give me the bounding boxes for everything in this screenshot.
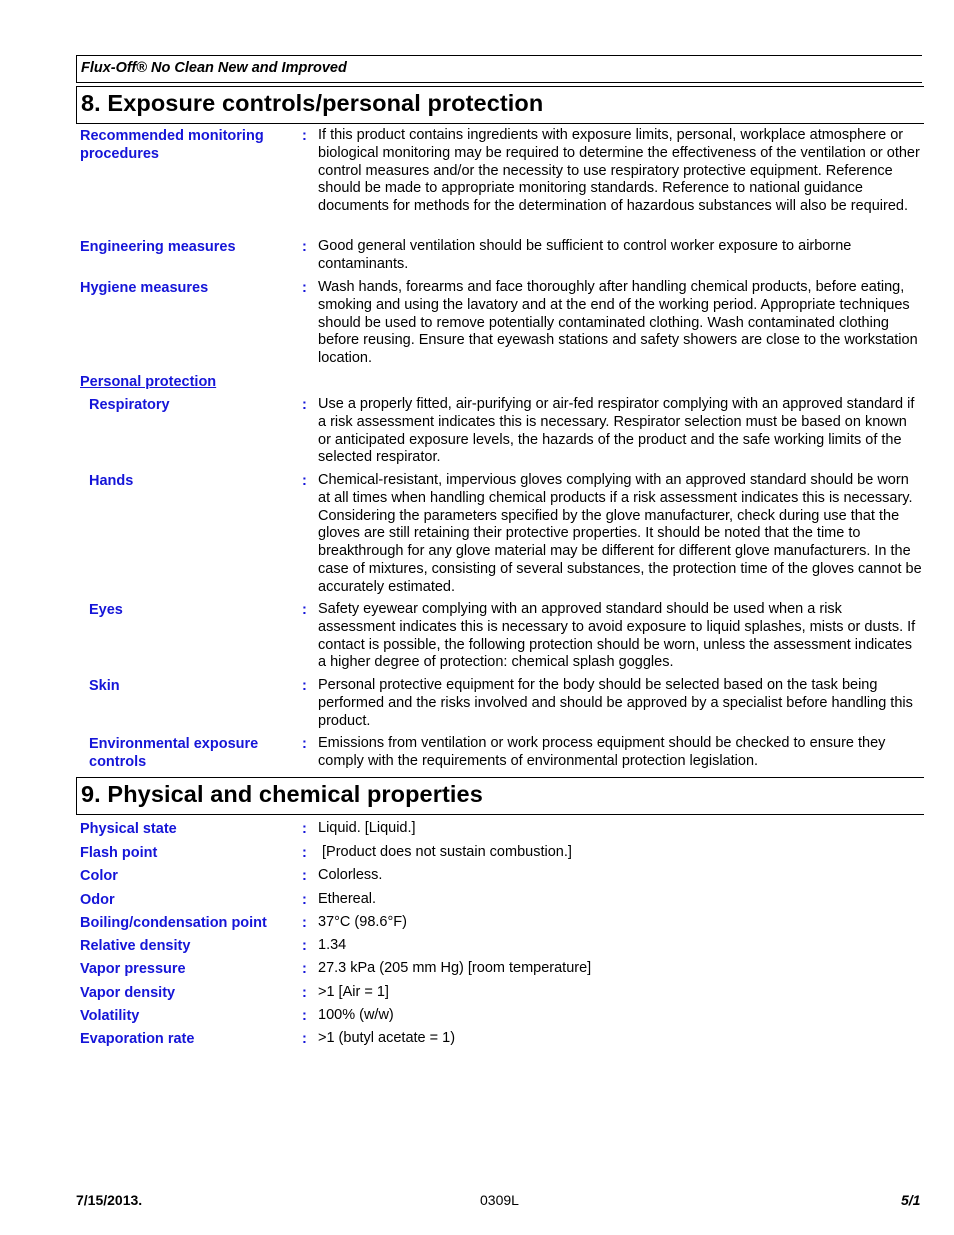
product-name: Flux-Off® No Clean New and Improved (81, 60, 347, 76)
skin-label: Skin (89, 678, 120, 694)
recommended-monitoring-label: Recommended monitoring procedures (80, 128, 264, 162)
colon: : (302, 473, 307, 489)
colon: : (302, 985, 307, 1001)
property-label: Flash point (80, 845, 158, 861)
hands-label: Hands (89, 473, 134, 489)
section-9-heading (76, 777, 924, 815)
respiratory-value: Use a properly fitted, air-purifying or air-fed respirator complying with an approved standard if a risk assessment indicates this is necessary. Respirator selection must be based on known or anticipated exposure levels, the hazards of the product and the safe working limits of the selected respirator. (318, 396, 915, 466)
property-label: Volatility (80, 1008, 140, 1024)
hygiene-measures-value: Wash hands, forearms and face thoroughly after handling chemical products, before eating, smoking and using the lavatory and at the end of the working period. Appropriate techniques should be used to remove potentially contaminated clothing. Wash contaminated clothing before reusing. Ensure that eyewash stations and safety showers are close to the workstation location. (318, 279, 918, 367)
property-value: 1.34 (318, 937, 347, 953)
colon: : (302, 280, 307, 296)
property-label: Vapor density (80, 985, 176, 1001)
property-label: Physical state (80, 821, 177, 837)
property-label: Evaporation rate (80, 1031, 195, 1047)
property-value: >1 (butyl acetate = 1) (318, 1030, 456, 1046)
colon: : (302, 1008, 307, 1024)
colon: : (302, 938, 307, 954)
colon: : (302, 845, 307, 861)
colon: : (302, 736, 307, 752)
property-value: 100% (w/w) (318, 1007, 394, 1023)
engineering-measures-value: Good general ventilation should be sufficient to control worker exposure to airborne contaminants. (318, 238, 852, 272)
property-label: Odor (80, 892, 115, 908)
property-value: >1 [Air = 1] (318, 984, 389, 1000)
respiratory-label: Respiratory (89, 397, 170, 413)
property-value: [Product does not sustain combustion.] (318, 844, 572, 860)
footer-code: 0309L (480, 1192, 519, 1208)
colon: : (302, 397, 307, 413)
colon: : (302, 239, 307, 255)
colon: : (302, 821, 307, 837)
colon: : (302, 602, 307, 618)
property-value: 27.3 kPa (205 mm Hg) [room temperature] (318, 960, 592, 976)
section-8-title: 8. Exposure controls/personal protection (81, 90, 544, 116)
page-header (76, 55, 922, 83)
colon: : (302, 961, 307, 977)
engineering-measures-label: Engineering measures (80, 239, 236, 255)
colon: : (302, 892, 307, 908)
personal-protection-link[interactable]: Personal protection (80, 374, 217, 390)
environmental-exposure-value: Emissions from ventilation or work process equipment should be checked to ensure they comply with the requirements of environmental protection legislation. (318, 735, 886, 769)
footer-date: 7/15/2013. (76, 1192, 143, 1208)
property-value: 37°C (98.6°F) (318, 914, 407, 930)
colon: : (302, 915, 307, 931)
property-label: Color (80, 868, 118, 884)
property-label: Vapor pressure (80, 961, 186, 977)
property-label: Relative density (80, 938, 191, 954)
property-value: Liquid. [Liquid.] (318, 820, 416, 836)
colon: : (302, 678, 307, 694)
colon: : (302, 128, 307, 144)
property-value: Ethereal. (318, 891, 377, 907)
environmental-exposure-label: Environmental exposure controls (89, 736, 259, 770)
property-label: Boiling/condensation point (80, 915, 267, 931)
skin-value: Personal protective equipment for the body should be selected based on the task being performed and the risks involved and should be approved by a specialist before handling this product. (318, 677, 913, 729)
hygiene-measures-label: Hygiene measures (80, 280, 209, 296)
colon: : (302, 868, 307, 884)
colon: : (302, 1031, 307, 1047)
section-8-heading (76, 86, 924, 124)
hands-value: Chemical-resistant, impervious gloves complying with an approved standard should be worn at all times when handling chemical products if a risk assessment indicates this is necessary. Considering the parameters specified by the glove manufacturer, check during use that the gloves are still retaining their protective properties. It should be noted that the time to breakthrough for any glove material may be different for different glove manufacturers. In the case of mixtures, consisting of several substances, the protection time of the gloves cannot be accurately estimated. (318, 472, 922, 595)
footer-page-number: 5/1 (901, 1192, 921, 1208)
eyes-label: Eyes (89, 602, 123, 618)
property-value: Colorless. (318, 867, 383, 883)
eyes-value: Safety eyewear complying with an approved standard should be used when a risk assessment indicates this is necessary to avoid exposure to liquid splashes, mists or dusts. If contact is possible, the following protection should be worn, unless the assessment indicates a higher degree of protection: chemical splash goggles. (318, 601, 916, 671)
section-9-title: 9. Physical and chemical properties (81, 781, 483, 807)
recommended-monitoring-value: If this product contains ingredients with exposure limits, personal, workplace atmosphere or biological monitoring may be required to determine the effectiveness of the ventilation or other control measures and/or the necessity to use respiratory protective equipment. Reference should be made to appropriate monitoring standards. Reference to national guidance documents for methods for the determination of hazardous substances will also be required. (318, 127, 920, 215)
